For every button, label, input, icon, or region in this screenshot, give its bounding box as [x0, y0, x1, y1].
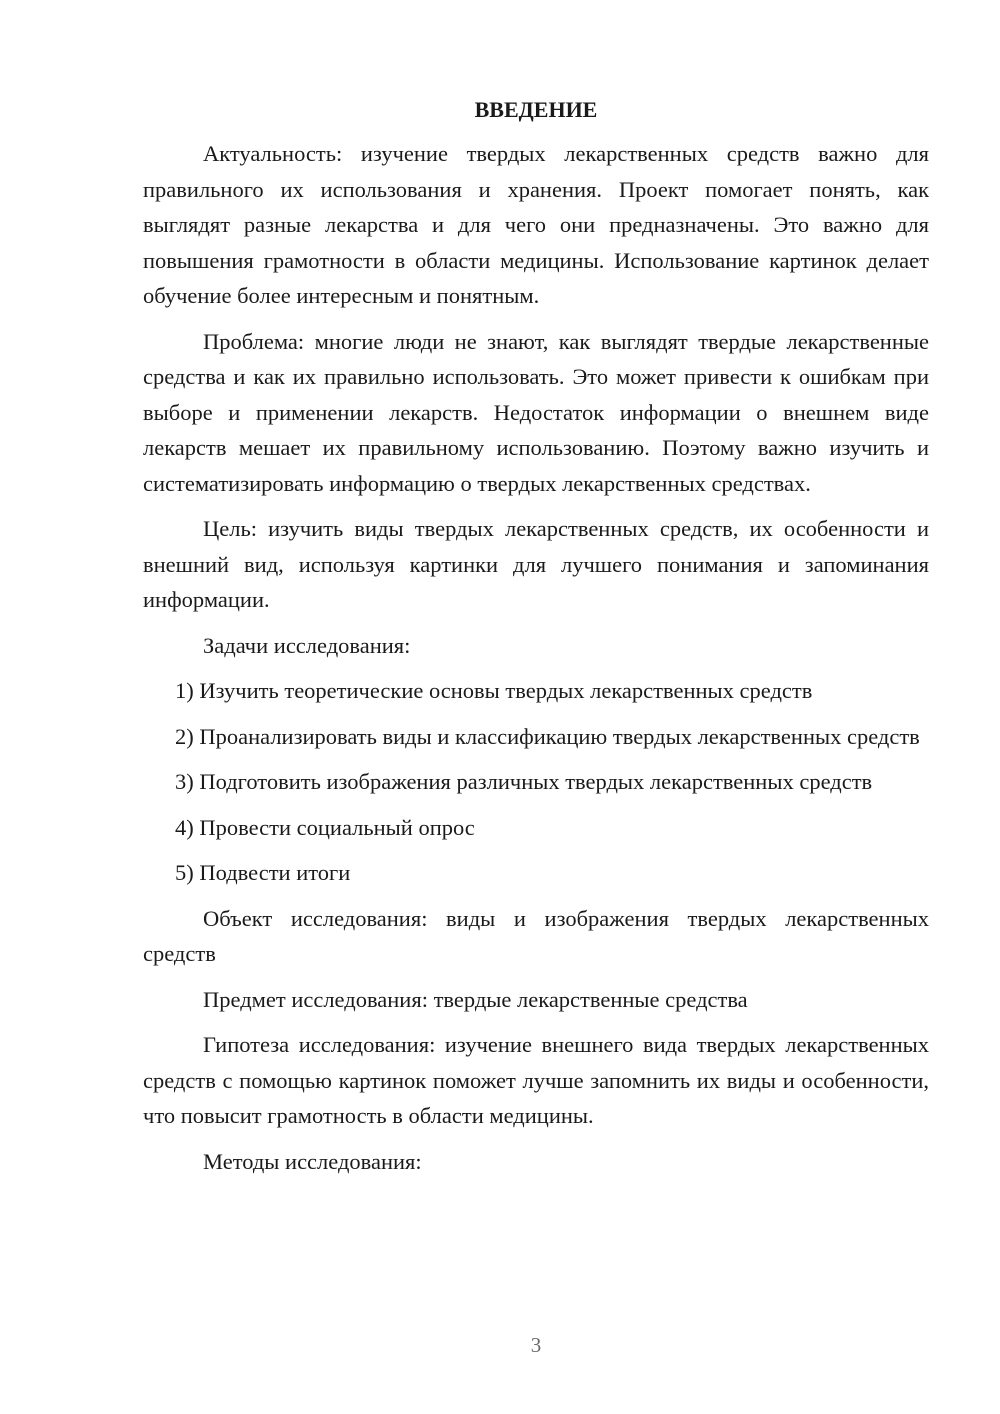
task-item-5: 5) Подвести итоги	[175, 860, 351, 885]
subject-paragraph: Предмет исследования: твердые лекарственные средства	[203, 986, 748, 1012]
task-item-3: 3) Подготовить изображения различных твердых лекарственных средств	[175, 769, 873, 794]
hypothesis-paragraph: Гипотеза исследования: изучение внешнего вида твердых лекарственных средств с помощью картинок поможет лучше запомнить их виды и особенности, что повысит грамотность в области медицины.	[143, 1032, 929, 1128]
page-number: 3	[530, 1333, 542, 1357]
task-item-1: 1) Изучить теоретические основы твердых лекарственных средств	[175, 678, 813, 703]
problem-paragraph: Проблема: многие люди не знают, как выглядят твердые лекарственные средства и как их правильно использовать. Это может привести к ошибкам при выборе и применении лекарств. Недостаток информации о внешнем виде лекарств мешает их правильному использованию. Поэтому важно изучить и систематизировать информацию о твердых лекарственных средствах.	[143, 328, 929, 496]
tasks-heading: Задачи исследования:	[203, 632, 411, 658]
section-title: ВВЕДЕНИЕ	[474, 97, 598, 122]
relevance-paragraph: Актуальность: изучение твердых лекарственных средств важно для правильного их использования и хранения. Проект помогает понять, как выглядят разные лекарства и для чего они предназначены. Это важно для повышения грамотности в области медицины. Использование картинок делает обучение более интересным и понятным.	[143, 141, 929, 308]
object-paragraph: Объект исследования: виды и изображения твердых лекарственных средств	[143, 905, 929, 966]
methods-heading: Методы исследования:	[203, 1148, 422, 1174]
page-content	[143, 92, 929, 1189]
task-item-2: 2) Проанализировать виды и классификацию твердых лекарственных средств	[175, 723, 920, 749]
task-item-4: 4) Провести социальный опрос	[175, 814, 475, 840]
goal-paragraph: Цель: изучить виды твердых лекарственных средств, их особенности и внешний вид, используя картинки для лучшего понимания и запоминания информации.	[143, 516, 929, 612]
